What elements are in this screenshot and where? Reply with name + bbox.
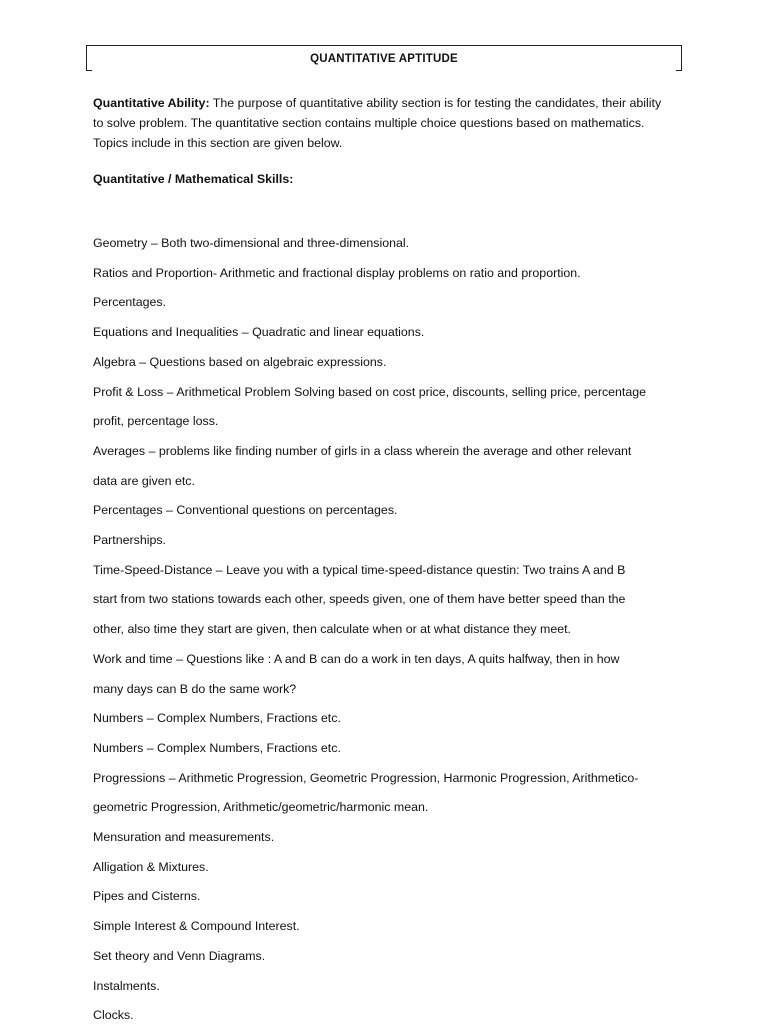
topic-line: other, also time they start are given, then calculate when or at what distance they meet. bbox=[93, 622, 571, 637]
topic-line: Equations and Inequalities – Quadratic and linear equations. bbox=[93, 325, 425, 340]
topic-line: Work and time – Questions like : A and B can do a work in ten days, A quits halfway, then in how bbox=[93, 651, 620, 666]
topic-line: Pipes and Cisterns. bbox=[93, 889, 201, 904]
intro-paragraph bbox=[93, 93, 673, 153]
title-box-right-foot bbox=[676, 70, 682, 71]
intro-text: The purpose of quantitative ability section is for testing the candidates, their ability to solve problem. The quantitative section contains multiple choice questions based on mathematics. Topics include in this section are given below. bbox=[93, 96, 662, 150]
topic-line: Alligation & Mixtures. bbox=[93, 859, 209, 874]
topic-line: Clocks. bbox=[93, 1008, 134, 1023]
topic-line: Geometry – Both two-dimensional and three-dimensional. bbox=[93, 236, 410, 250]
topic-line: Instalments. bbox=[93, 978, 160, 993]
topic-line: many days can B do the same work? bbox=[93, 681, 297, 696]
skills-heading: Quantitative / Mathematical Skills: bbox=[93, 172, 294, 186]
topic-line: Ratios and Proportion- Arithmetic and fractional display problems on ratio and proportion. bbox=[93, 265, 581, 280]
title-box bbox=[86, 45, 682, 70]
topic-line: Numbers – Complex Numbers, Fractions etc. bbox=[93, 711, 341, 726]
title-box-left-foot bbox=[86, 70, 92, 71]
topic-line: Set theory and Venn Diagrams. bbox=[93, 948, 266, 963]
topic-line: start from two stations towards each other, speeds given, one of them have better speed than the bbox=[93, 592, 626, 607]
document-title: QUANTITATIVE APTITUDE bbox=[310, 53, 458, 65]
topic-line: data are given etc. bbox=[93, 473, 195, 488]
topic-line: Progressions – Arithmetic Progression, Geometric Progression, Harmonic Progression, Arithmetico- bbox=[93, 770, 639, 785]
topic-line: Partnerships. bbox=[93, 533, 167, 548]
topic-line: Percentages. bbox=[93, 295, 167, 310]
topic-line: geometric Progression, Arithmetic/geometric/harmonic mean. bbox=[93, 800, 429, 815]
topic-line: Profit & Loss – Arithmetical Problem Solving based on cost price, discounts, selling price, percentage bbox=[93, 384, 647, 399]
topic-line: Percentages – Conventional questions on percentages. bbox=[93, 503, 398, 518]
topic-line: Mensuration and measurements. bbox=[93, 830, 275, 845]
topic-line: Algebra – Questions based on algebraic expressions. bbox=[93, 354, 387, 369]
topic-line: Simple Interest & Compound Interest. bbox=[93, 919, 300, 934]
topic-line: profit, percentage loss. bbox=[93, 414, 219, 429]
topic-line: Averages – problems like finding number of girls in a class wherein the average and other relevant bbox=[93, 443, 632, 458]
topic-line: Time-Speed-Distance – Leave you with a typical time-speed-distance questin: Two trains A and B bbox=[93, 562, 626, 577]
topic-list bbox=[93, 229, 678, 1031]
intro-label: Quantitative Ability: bbox=[93, 96, 210, 110]
topic-line: Numbers – Complex Numbers, Fractions etc. bbox=[93, 740, 341, 755]
